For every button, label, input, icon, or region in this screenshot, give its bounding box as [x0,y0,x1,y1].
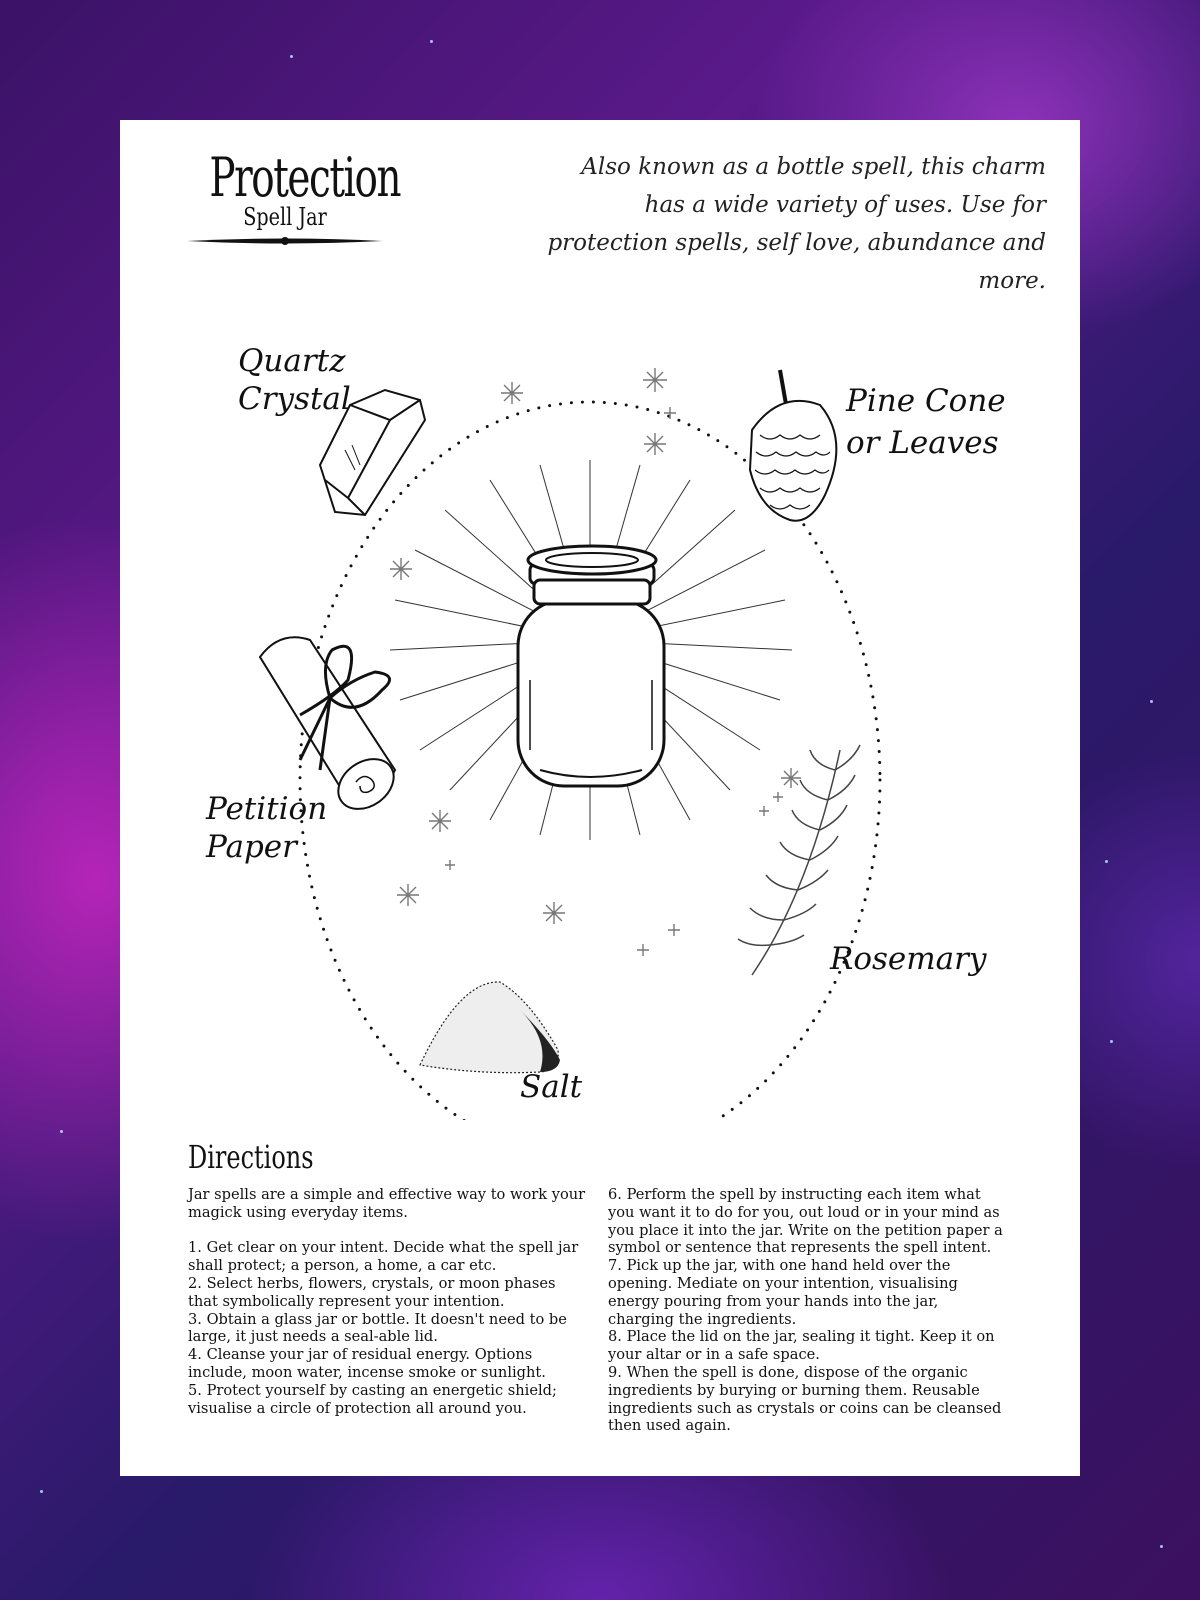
label-rosemary: Rosemary [830,941,987,977]
direction-step: 1. Get clear on your intent. Decide what the spell jar shall protect; a person, a home, a car etc. [188,1239,579,1275]
label-salt: Salt [520,1069,583,1105]
direction-step: 7. Pick up the jar, with one hand held over the opening. Mediate on your intention, visualising energy pouring from your hands into the jar, charging the ingredients. [608,1257,958,1328]
page-title: Protection [209,146,401,209]
directions-left-column [188,1186,588,1417]
salt-pile-icon [420,982,560,1073]
direction-step: 6. Perform the spell by instructing each item what you want it to do for you, out loud or in your mind as you place it into the jar. Write on the petition paper a symbol or sentence that represents the spell intent. [608,1186,1003,1257]
jar-icon [518,546,664,786]
direction-step: 5. Protect yourself by casting an energetic shield; visualise a circle of protection all around you. [188,1381,557,1417]
directions-title: Directions [188,1138,314,1176]
directions-right-column [608,1186,1008,1435]
direction-step: 9. When the spell is done, dispose of the organic ingredients by burying or burning them. Reusable ingredients such as crystals or coins can be cleansed then used again. [608,1363,1002,1435]
direction-step: 8. Place the lid on the jar, sealing it tight. Keep it on your altar or in a safe space. [608,1328,995,1364]
directions-intro: Jar spells are a simple and effective way to work your magick using everyday items. [188,1186,586,1221]
label-quartz-crystal: Quartz Crystal [238,343,351,417]
pine-cone-icon [750,370,836,521]
label-pine-cone: Pine Cone or Leaves [846,383,1006,461]
direction-step: 3. Obtain a glass jar or bottle. It doesn't need to be large, it just needs a seal-able lid. [188,1310,567,1346]
direction-step: 2. Select herbs, flowers, crystals, or moon phases that symbolically represent your intention. [188,1274,556,1310]
label-petition-paper: Petition Paper [206,791,328,865]
intro-text: Also known as a bottle spell, this charm has a wide variety of uses. Use for protection spells, self love, abundance and more. [547,154,1046,294]
page-subtitle: Spell Jar [243,203,327,231]
direction-step: 4. Cleanse your jar of residual energy. Options include, moon water, incense smoke or sunlight. [188,1346,546,1381]
spell-sheet [120,120,1080,1476]
